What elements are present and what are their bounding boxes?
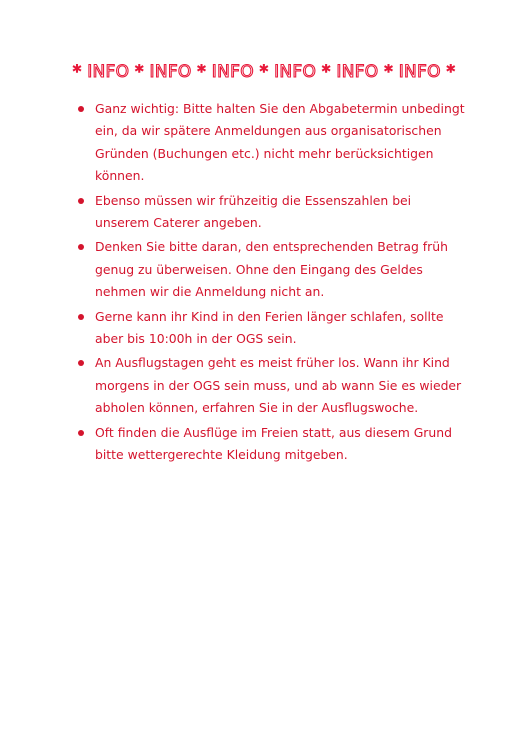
list-item (78, 306, 468, 351)
bullet-icon (78, 360, 84, 366)
bullet-icon (78, 314, 84, 320)
info-bullet-list (78, 98, 468, 469)
list-item (78, 98, 468, 188)
list-item (78, 236, 468, 303)
list-item-text: Gerne kann ihr Kind in den Ferien länger schlafen, sollte aber bis 10:00h in der OGS sein. (95, 308, 444, 347)
list-item-text: An Ausflugstagen geht es meist früher los. Wann ihr Kind morgens in der OGS sein muss, und ab wann Sie es wieder abholen können, erfahren Sie in der Ausflugswoche. (95, 355, 462, 416)
list-item-text: Oft finden die Ausflüge im Freien statt, aus diesem Grund bitte wettergerechte Kleidung mitgeben. (95, 424, 452, 463)
list-item-text: Ebenso müssen wir frühzeitig die Essenszahlen bei unserem Caterer angeben. (95, 192, 412, 231)
bullet-icon (78, 244, 84, 250)
list-item (78, 190, 468, 235)
bullet-icon (78, 106, 84, 112)
list-item-text: Ganz wichtig: Bitte halten Sie den Abgabetermin unbedingt ein, da wir spätere Anmeldungen aus organisatorischen Gründen (Buchungen etc.) nicht mehr berücksichtigen können. (95, 101, 465, 184)
list-item-text: Denken Sie bitte daran, den entsprechenden Betrag früh genug zu überweisen. Ohne den Eingang des Geldes nehmen wir die Anmeldung nicht an. (95, 239, 448, 300)
list-item (78, 422, 468, 467)
bullet-icon (78, 430, 84, 436)
info-heading: * INFO * INFO * INFO * INFO * INFO * INFO * (72, 62, 456, 82)
bullet-icon (78, 198, 84, 204)
list-item (78, 352, 468, 419)
